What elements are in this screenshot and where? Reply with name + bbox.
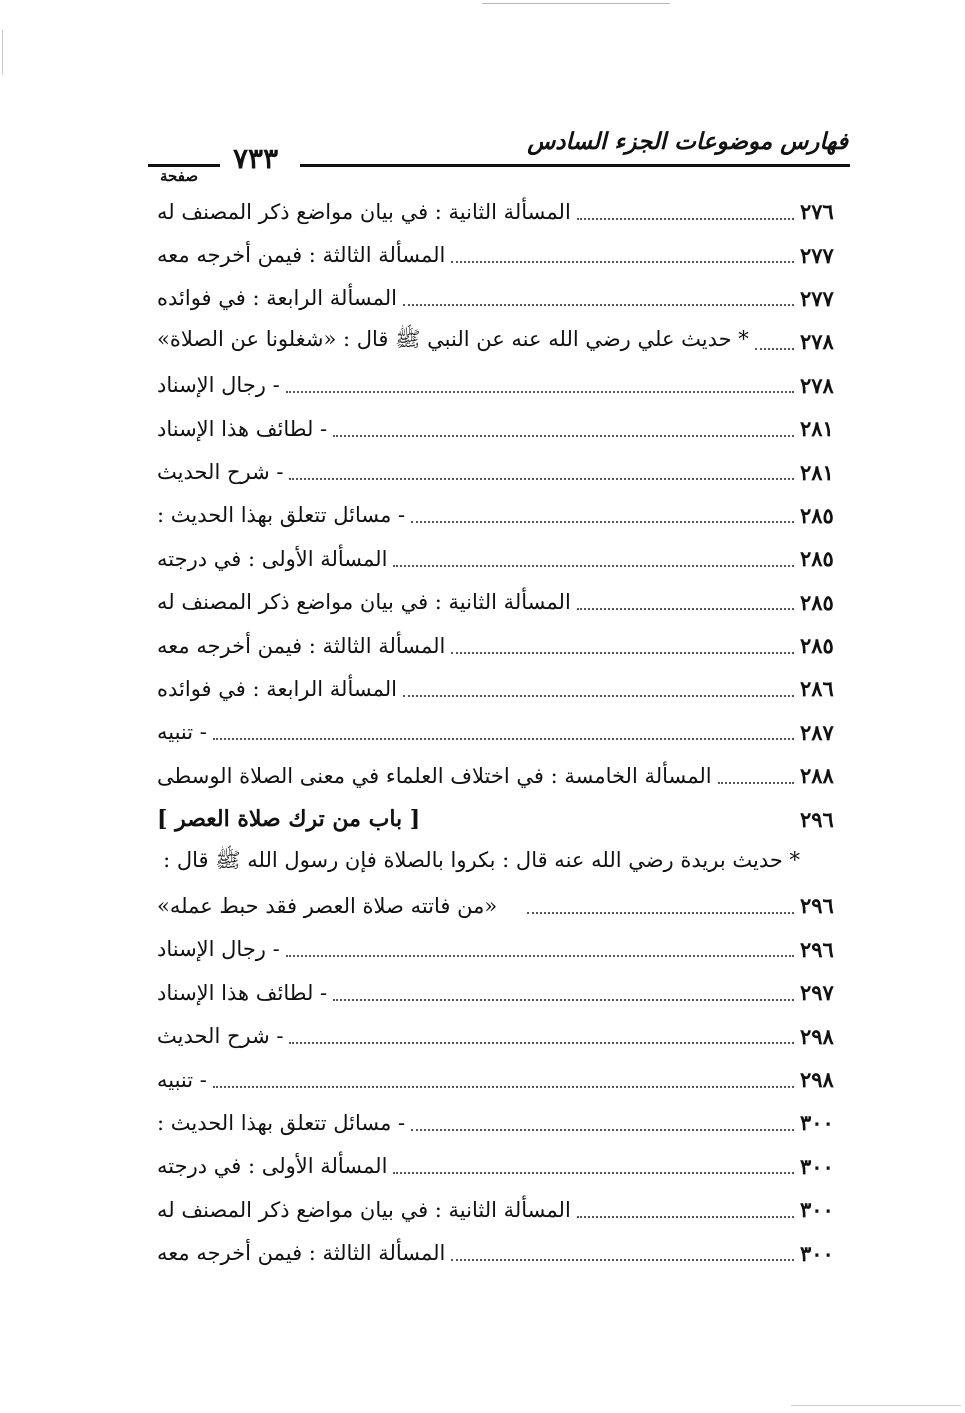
toc-entry-page: ٢٩٧ — [800, 980, 834, 1006]
toc-entry-page: ٢٩٦ — [800, 936, 834, 962]
toc-entry-text: - مسائل تتعلق بهذا الحديث : — [157, 503, 406, 528]
toc-entry — [157, 884, 850, 927]
toc-entry-page: ٢٨٧ — [800, 719, 834, 745]
toc-entry-page: ٣٠٠ — [800, 1197, 834, 1223]
toc-entry — [157, 624, 850, 667]
toc-entry-page: ٢٨٥ — [800, 589, 834, 615]
bottom-scan-rule — [791, 1405, 961, 1406]
toc-entry-page: ٢٨١ — [800, 416, 834, 442]
dot-leader — [286, 391, 794, 393]
toc-entry-text: - رجال الإسناد — [157, 937, 280, 962]
toc-entry — [157, 1014, 850, 1057]
toc-entry-text: المسألة الرابعة : في فوائده — [157, 286, 397, 311]
toc-entry — [157, 537, 850, 580]
dot-leader — [289, 1042, 794, 1044]
dot-leader — [451, 652, 794, 654]
toc-entry-page: ٣٠٠ — [800, 1240, 834, 1266]
dot-leader — [755, 348, 794, 350]
toc-entry-text: * حديث بريدة رضي الله عنه قال : بكروا بالصلاة فإن رسول الله ﷺ قال : — [163, 848, 800, 873]
toc-entry — [157, 233, 850, 276]
table-of-contents — [157, 190, 850, 1275]
toc-entry — [157, 277, 850, 320]
toc-entry-page: ٢٩٦ — [800, 806, 834, 832]
toc-entry — [157, 667, 850, 710]
toc-entry-text: المسألة الثانية : في بيان مواضع ذكر المصنف له — [157, 199, 571, 224]
page-number: ٧٣٣ — [233, 142, 279, 175]
dot-leader — [411, 521, 794, 523]
toc-entry — [157, 971, 850, 1014]
toc-entry — [157, 450, 850, 493]
page-title: فهارس موضوعات الجزء السادس — [527, 128, 848, 155]
dot-leader — [333, 999, 794, 1001]
dot-leader — [527, 912, 794, 914]
dot-leader — [577, 218, 794, 220]
dot-leader — [718, 782, 794, 784]
toc-entry-text: المسألة الثالثة : فيمن أخرجه معه — [157, 243, 446, 268]
toc-entry-text: المسألة الرابعة : في فوائده — [157, 676, 397, 701]
toc-entry-text: - تنبيه — [157, 1067, 207, 1092]
toc-entry-text: - مسائل تتعلق بهذا الحديث : — [157, 1110, 406, 1135]
toc-entry-page: ٢٧٨ — [800, 372, 834, 398]
toc-entry-text: - لطائف هذا الإسناد — [157, 980, 328, 1005]
toc-entry-text: المسألة الأولى : في درجته — [157, 546, 388, 571]
toc-entry-page: ٢٨٥ — [800, 546, 834, 572]
toc-entry — [157, 928, 850, 971]
toc-entry-page: ٣٠٠ — [800, 1153, 834, 1179]
toc-entry-text: المسألة الثانية : في بيان مواضع ذكر المصنف له — [157, 1197, 571, 1222]
top-scan-rule — [482, 3, 670, 4]
page-column-label: صفحة — [160, 167, 199, 185]
toc-entry-page: ٢٨٨ — [800, 763, 834, 789]
toc-entry-page: ٢٩٦ — [800, 893, 834, 919]
toc-entry-text: - لطائف هذا الإسناد — [157, 416, 328, 441]
toc-entry-text: المسألة الأولى : في درجته — [157, 1154, 388, 1179]
toc-entry — [157, 1058, 850, 1101]
toc-entry-page: ٢٩٨ — [800, 1023, 834, 1049]
toc-entry-text: - تنبيه — [157, 720, 207, 745]
toc-chapter-heading — [157, 797, 850, 840]
toc-entry-page: ٢٨٦ — [800, 676, 834, 702]
toc-entry — [157, 1101, 850, 1144]
dot-leader — [393, 1172, 794, 1174]
toc-entry — [157, 364, 850, 407]
toc-entry-page: ٢٧٧ — [800, 285, 834, 311]
toc-entry-page: ٢٧٦ — [800, 199, 834, 225]
toc-entry-page: ٢٧٧ — [800, 242, 834, 268]
toc-entry-text: المسألة الثالثة : فيمن أخرجه معه — [157, 633, 446, 658]
toc-entry — [157, 1231, 850, 1274]
header-rule — [300, 164, 850, 167]
toc-entry-text: المسألة الخامسة : في اختلاف العلماء في معنى الصلاة الوسطى — [157, 763, 712, 788]
toc-entry — [157, 754, 850, 797]
dot-leader — [286, 955, 794, 957]
toc-entry-text: المسألة الثانية : في بيان مواضع ذكر المصنف له — [157, 590, 571, 615]
toc-entry-text: «من فاتته صلاة العصر فقد حبط عمله» — [157, 893, 498, 918]
dot-leader — [403, 304, 794, 306]
dot-leader — [213, 738, 794, 740]
toc-entry-page: ٢٨٥ — [800, 633, 834, 659]
dot-leader — [403, 695, 794, 697]
dot-leader — [577, 1216, 794, 1218]
toc-entry-page: ٢٧٨ — [800, 329, 834, 355]
toc-entry — [157, 190, 850, 233]
toc-entry — [157, 841, 850, 884]
toc-entry — [157, 711, 850, 754]
toc-entry-text: - شرح الحديث — [157, 460, 284, 485]
page-header — [148, 118, 850, 188]
dot-leader — [451, 261, 794, 263]
toc-entry-text: - شرح الحديث — [157, 1024, 284, 1049]
toc-entry-page: ٢٨١ — [800, 459, 834, 485]
chapter-title: [ باب من ترك صلاة العصر ] — [157, 806, 421, 833]
toc-entry-page: ٣٠٠ — [800, 1110, 834, 1136]
toc-entry-page: ٢٨٥ — [800, 502, 834, 528]
toc-entry — [157, 494, 850, 537]
toc-entry-text: المسألة الثالثة : فيمن أخرجه معه — [157, 1241, 446, 1266]
dot-leader — [289, 478, 794, 480]
dot-leader — [333, 435, 794, 437]
toc-entry-page: ٢٩٨ — [800, 1067, 834, 1092]
left-scan-rule — [2, 30, 3, 75]
toc-entry-text: - رجال الإسناد — [157, 373, 280, 398]
dot-leader — [393, 565, 794, 567]
dot-leader — [577, 608, 794, 610]
toc-entry — [157, 407, 850, 450]
toc-entry — [157, 320, 850, 363]
toc-entry-text: * حديث علي رضي الله عنه عن النبي ﷺ قال : «شغلونا عن الصلاة» — [157, 327, 749, 352]
dot-leader — [411, 1129, 794, 1131]
dot-leader — [451, 1259, 794, 1261]
dot-leader — [213, 1086, 794, 1088]
toc-entry — [157, 1145, 850, 1188]
toc-entry — [157, 581, 850, 624]
toc-entry — [157, 1188, 850, 1231]
